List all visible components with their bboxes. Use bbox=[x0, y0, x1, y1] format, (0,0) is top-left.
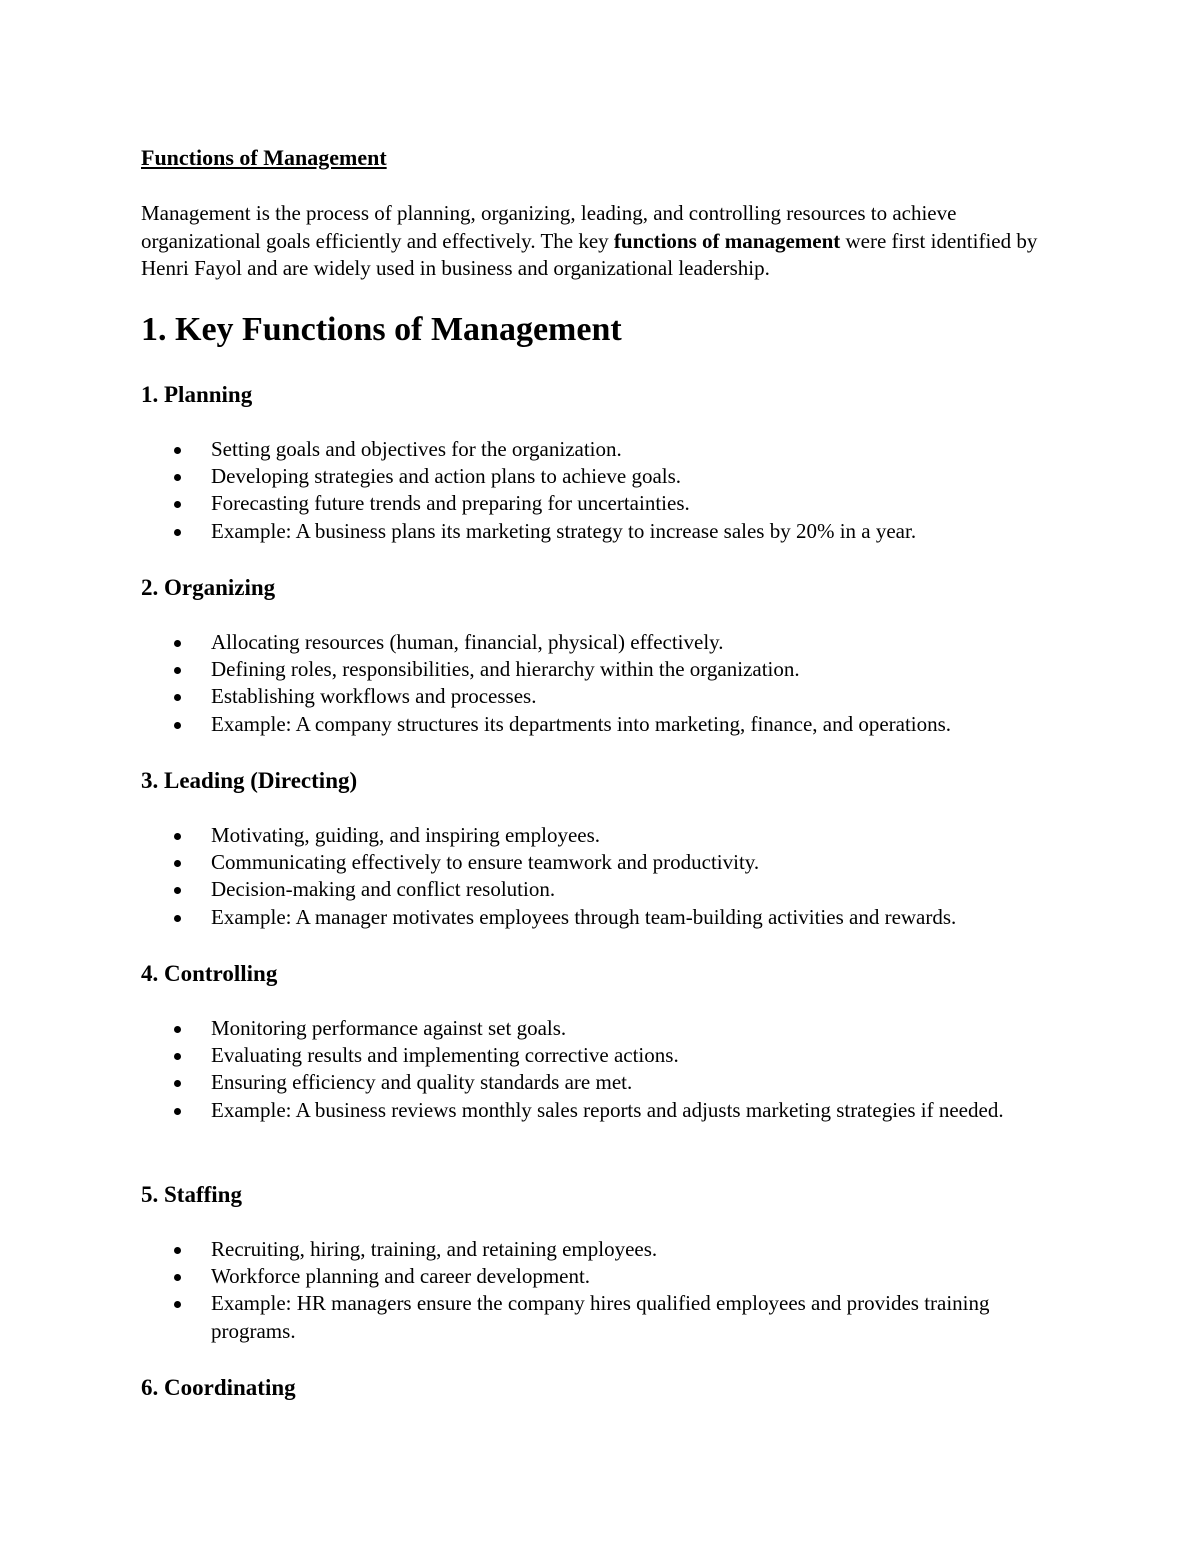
intro-text-end: were first identified by Henri Fayol and are widely used in business and organizational leadership. bbox=[141, 228, 1038, 280]
bullet-icon bbox=[174, 1247, 181, 1254]
list-item bbox=[141, 1290, 1041, 1344]
bullet-icon bbox=[174, 1053, 181, 1060]
list-item bbox=[141, 656, 1061, 683]
bullet-icon bbox=[174, 1301, 181, 1308]
bullet-icon bbox=[174, 447, 181, 454]
list-item bbox=[141, 876, 1061, 903]
leading-bullet-list bbox=[141, 822, 1061, 931]
list-item-text: Example: HR managers ensure the company hires qualified employees and provides training programs. bbox=[211, 1291, 990, 1343]
organizing-bullet-list bbox=[141, 629, 1061, 738]
list-item bbox=[141, 1263, 1061, 1290]
bullet-icon bbox=[174, 887, 181, 894]
list-item-text: Decision-making and conflict resolution. bbox=[211, 877, 556, 902]
list-item-text: Motivating, guiding, and inspiring employees. bbox=[211, 823, 601, 847]
list-item-text: Allocating resources (human, financial, physical) effectively. bbox=[211, 630, 724, 654]
list-item-text: Evaluating results and implementing corrective actions. bbox=[211, 1043, 679, 1068]
list-item-text: Ensuring efficiency and quality standards are met. bbox=[211, 1070, 633, 1095]
list-item bbox=[141, 436, 1061, 463]
bullet-icon bbox=[174, 640, 181, 647]
list-item bbox=[141, 1015, 1061, 1042]
list-item bbox=[141, 711, 1061, 738]
list-item bbox=[141, 683, 1061, 710]
list-item bbox=[141, 822, 1061, 849]
list-item bbox=[141, 490, 1061, 517]
list-item-text: Workforce planning and career development. bbox=[211, 1264, 591, 1289]
list-item-text: Example: A business plans its marketing strategy to increase sales by 20% in a year. bbox=[211, 518, 917, 543]
list-item-text: Establishing workflows and processes. bbox=[211, 684, 537, 709]
controlling-bullet-list bbox=[141, 1015, 1061, 1124]
function-heading-staffing: 5. Staffing bbox=[141, 1182, 242, 1207]
function-heading-planning: 1. Planning bbox=[141, 382, 253, 407]
list-item-text: Communicating effectively to ensure teamwork and productivity. bbox=[211, 850, 760, 875]
function-heading-coordinating: 6. Coordinating bbox=[141, 1375, 296, 1400]
bullet-icon bbox=[174, 474, 181, 481]
staffing-bullet-list bbox=[141, 1236, 1061, 1345]
list-item-text: Example: A company structures its departments into marketing, finance, and operations. bbox=[211, 711, 952, 736]
list-item bbox=[141, 849, 1061, 876]
list-item-text: Example: A manager motivates employees through team-building activities and rewards. bbox=[211, 904, 957, 929]
document-title: Functions of Management bbox=[141, 145, 387, 170]
list-item bbox=[141, 1069, 1061, 1096]
list-item-text: Developing strategies and action plans to achieve goals. bbox=[211, 464, 682, 489]
list-item-text: Forecasting future trends and preparing for uncertainties. bbox=[211, 491, 690, 516]
section-heading: 1. Key Functions of Management bbox=[141, 311, 622, 348]
list-item-text: Example: A business reviews monthly sales reports and adjusts marketing strategies if needed. bbox=[211, 1097, 1004, 1122]
list-item bbox=[141, 1236, 1061, 1263]
list-item bbox=[141, 463, 1061, 490]
intro-paragraph bbox=[141, 200, 1061, 283]
bullet-icon bbox=[174, 722, 181, 729]
function-heading-leading: 3. Leading (Directing) bbox=[141, 768, 358, 793]
bullet-icon bbox=[174, 833, 181, 840]
intro-text-start: Management is the process of planning, organizing, leading, and controlling resources to achieve organizational goals efficiently and effectively. The key bbox=[141, 201, 957, 253]
intro-bold-term: functions of management bbox=[613, 228, 841, 253]
bullet-icon bbox=[174, 1108, 181, 1115]
bullet-icon bbox=[174, 1026, 181, 1033]
list-item bbox=[141, 629, 1061, 656]
bullet-icon bbox=[174, 1080, 181, 1087]
bullet-icon bbox=[174, 860, 181, 867]
list-item bbox=[141, 518, 1061, 545]
bullet-icon bbox=[174, 667, 181, 674]
planning-bullet-list bbox=[141, 436, 1061, 545]
function-heading-organizing: 2. Organizing bbox=[141, 575, 276, 600]
bullet-icon bbox=[174, 915, 181, 922]
bullet-icon bbox=[174, 501, 181, 508]
list-item-text: Monitoring performance against set goals. bbox=[211, 1016, 567, 1040]
list-item bbox=[141, 904, 1061, 931]
list-item-text: Setting goals and objectives for the organization. bbox=[211, 437, 622, 461]
list-item-text: Defining roles, responsibilities, and hierarchy within the organization. bbox=[211, 657, 800, 682]
bullet-icon bbox=[174, 1274, 181, 1281]
function-heading-controlling: 4. Controlling bbox=[141, 961, 278, 986]
list-item-text: Recruiting, hiring, training, and retaining employees. bbox=[211, 1237, 658, 1261]
list-item bbox=[141, 1042, 1061, 1069]
bullet-icon bbox=[174, 529, 181, 536]
bullet-icon bbox=[174, 694, 181, 701]
list-item bbox=[141, 1097, 1041, 1124]
